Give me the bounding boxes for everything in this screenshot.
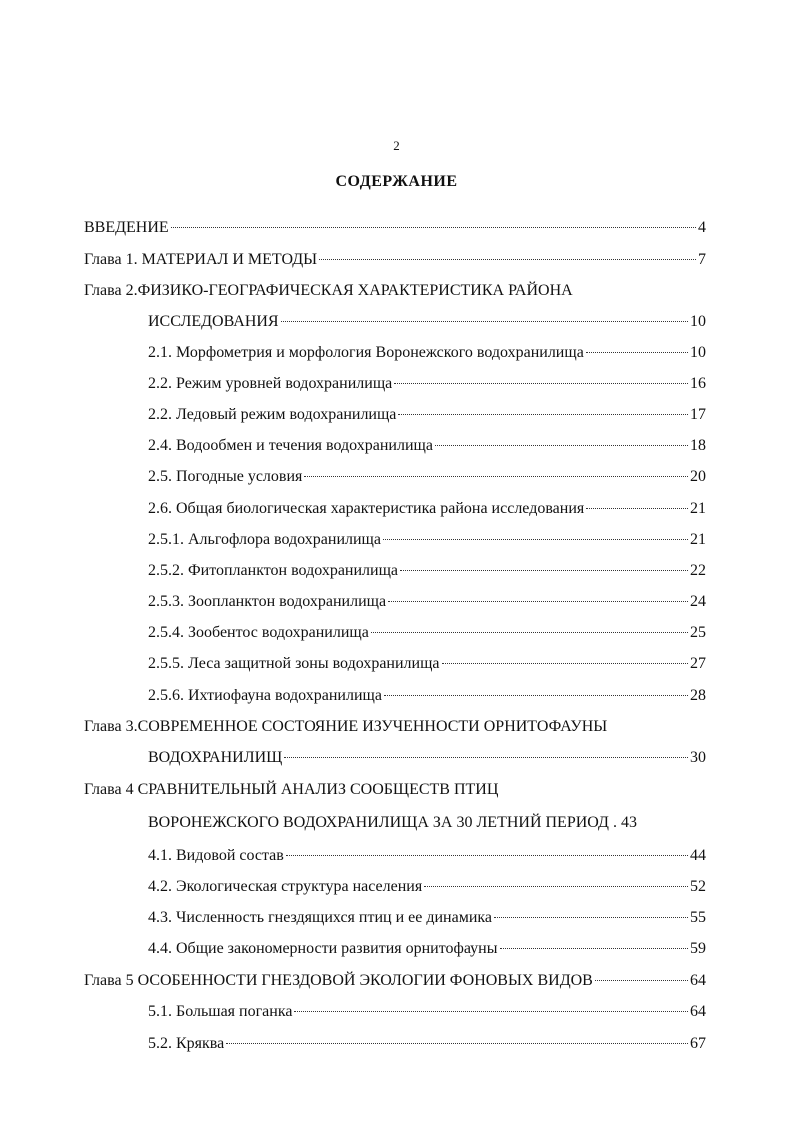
toc-entry	[148, 405, 706, 425]
toc-entry	[148, 436, 706, 456]
toc-entry-page: 10	[690, 344, 706, 361]
toc-entry-page: 64	[690, 1003, 706, 1020]
toc-entry-text: 4.2. Экологическая структура населения	[148, 878, 423, 895]
toc-entry	[84, 281, 706, 301]
page-number: 2	[393, 138, 400, 153]
dot-leader	[286, 855, 688, 856]
toc-entry-text: 4.4. Общие закономерности развития орнитофауны	[148, 940, 498, 957]
toc-entry	[84, 717, 706, 737]
toc-entry	[148, 846, 706, 866]
toc-entry-text: 2.5.2. Фитопланктон водохранилища	[148, 562, 399, 579]
toc-entry-page: 52	[690, 878, 706, 895]
dot-leader	[494, 917, 688, 918]
toc-entry-text: 5.2. Кряква	[148, 1035, 225, 1052]
toc-entry-page: 30	[690, 749, 706, 766]
dot-leader	[400, 570, 688, 571]
dot-leader	[371, 632, 688, 633]
toc-entry-page: 25	[690, 624, 706, 641]
dot-leader	[226, 1043, 688, 1044]
dot-leader	[595, 980, 688, 981]
dot-leader	[294, 1011, 688, 1012]
toc-entry-page: 59	[690, 940, 706, 957]
toc-entry	[148, 748, 706, 768]
toc-entry-page: 24	[690, 593, 706, 610]
toc-entry-text: 2.2. Ледовый режим водохранилища	[148, 406, 397, 423]
dot-leader	[394, 383, 688, 384]
toc-entry-page: 7	[698, 251, 706, 268]
toc-entry	[84, 218, 706, 238]
toc-entry-text: Глава 4 СРАВНИТЕЛЬНЫЙ АНАЛИЗ СООБЩЕСТВ ПТИЦ	[84, 781, 499, 798]
toc-entry-text: 4.3. Численность гнездящихся птиц и ее динамика	[148, 909, 493, 926]
toc-entry-text: ВОДОХРАНИЛИЩ	[148, 749, 283, 766]
toc-entry	[148, 939, 706, 959]
toc-entry-text: 2.4. Водообмен и течения водохранилища	[148, 437, 433, 454]
toc-entry-page: 16	[690, 375, 706, 392]
toc-entry-text: 2.1. Морфометрия и морфология Воронежского водохранилища	[148, 344, 584, 361]
toc-entry-page: 43	[620, 814, 637, 831]
dot-leader	[398, 414, 688, 415]
toc-entry	[148, 1002, 706, 1022]
toc-entry	[84, 780, 706, 800]
dot-leader	[384, 695, 688, 696]
toc-entry-text: 2.2. Режим уровней водохранилища	[148, 375, 393, 392]
toc-entry	[148, 908, 706, 928]
dot-leader	[388, 601, 688, 602]
toc-entry-page: 21	[690, 531, 706, 548]
dot-leader	[586, 508, 688, 509]
toc-entry-page: 67	[690, 1035, 706, 1052]
toc-entry-text: ИССЛЕДОВАНИЯ	[148, 313, 279, 330]
toc-entry-page: 64	[690, 972, 706, 989]
dot-leader	[500, 948, 689, 949]
toc-entry-text: Глава 1. МАТЕРИАЛ И МЕТОДЫ	[84, 251, 318, 268]
toc-entry	[148, 1034, 706, 1054]
toc-entry	[148, 499, 706, 519]
toc-entry-page: 28	[690, 687, 706, 704]
toc-entry-page: 27	[690, 655, 706, 672]
dot-leader	[442, 663, 688, 664]
toc-entry	[148, 654, 706, 674]
dot-leader	[424, 886, 688, 887]
toc-entry-text: 2.5.4. Зообентос водохранилища	[148, 624, 369, 641]
toc-entry-text: Глава 5 ОСОБЕННОСТИ ГНЕЗДОВОЙ ЭКОЛОГИИ ФОНОВЫХ ВИДОВ	[84, 972, 593, 989]
toc-entry	[148, 467, 706, 487]
toc-entry	[148, 877, 706, 897]
toc-entry	[148, 312, 706, 332]
toc-entry-text: 4.1. Видовой состав	[148, 847, 284, 864]
toc-entry	[148, 343, 706, 363]
dot-leader	[171, 227, 696, 228]
toc-entry-page: 17	[690, 406, 706, 423]
toc-entry-text: 2.5. Погодные условия	[148, 468, 303, 485]
toc-entry-text: 2.5.5. Леса защитной зоны водохранилища	[148, 655, 440, 672]
dot-leader	[383, 539, 688, 540]
toc-entry-text: 2.5.3. Зоопланктон водохранилища	[148, 593, 387, 610]
dot-leader	[319, 259, 696, 260]
toc-entry	[84, 971, 706, 991]
toc-entry-text: ВОРОНЕЖСКОГО ВОДОХРАНИЛИЩА ЗА 30 ЛЕТНИЙ ПЕРИОД .	[148, 814, 617, 831]
toc-entry-text: ВВЕДЕНИЕ	[84, 219, 169, 236]
page-title: СОДЕРЖАНИЕ	[335, 173, 458, 190]
toc-entry	[148, 561, 706, 581]
toc-entry	[148, 592, 706, 612]
dot-leader	[284, 757, 688, 758]
toc-entry-text: Глава 2.ФИЗИКО-ГЕОГРАФИЧЕСКАЯ ХАРАКТЕРИСТИКА РАЙОНА	[84, 282, 573, 299]
toc-entry-page: 55	[690, 909, 706, 926]
toc-entry-text: 5.1. Большая поганка	[148, 1003, 293, 1020]
toc-entry-page: 20	[690, 468, 706, 485]
toc-entry	[84, 250, 706, 270]
toc-entry-page: 44	[690, 847, 706, 864]
dot-leader	[304, 476, 688, 477]
toc-entry-page: 10	[690, 313, 706, 330]
dot-leader	[281, 321, 688, 322]
toc-entry-text: 2.5.1. Альгофлора водохранилища	[148, 531, 381, 548]
toc-entry	[148, 374, 706, 394]
toc-entry	[148, 813, 706, 833]
toc-entry	[148, 686, 706, 706]
toc-entry-text: 2.6. Общая биологическая характеристика района исследования	[148, 500, 585, 517]
toc-entry-page: 22	[690, 562, 706, 579]
toc-entry-text: Глава 3.СОВРЕМЕННОЕ СОСТОЯНИЕ ИЗУЧЕННОСТИ ОРНИТОФАУНЫ	[84, 718, 608, 735]
toc-entry-page: 4	[698, 219, 706, 236]
toc-entry-text: 2.5.6. Ихтиофауна водохранилища	[148, 687, 382, 704]
dot-leader	[586, 352, 688, 353]
toc-entry	[148, 623, 706, 643]
toc-entry-page: 18	[690, 437, 706, 454]
toc-entry-page: 21	[690, 500, 706, 517]
dot-leader	[435, 445, 688, 446]
toc-entry	[148, 530, 706, 550]
